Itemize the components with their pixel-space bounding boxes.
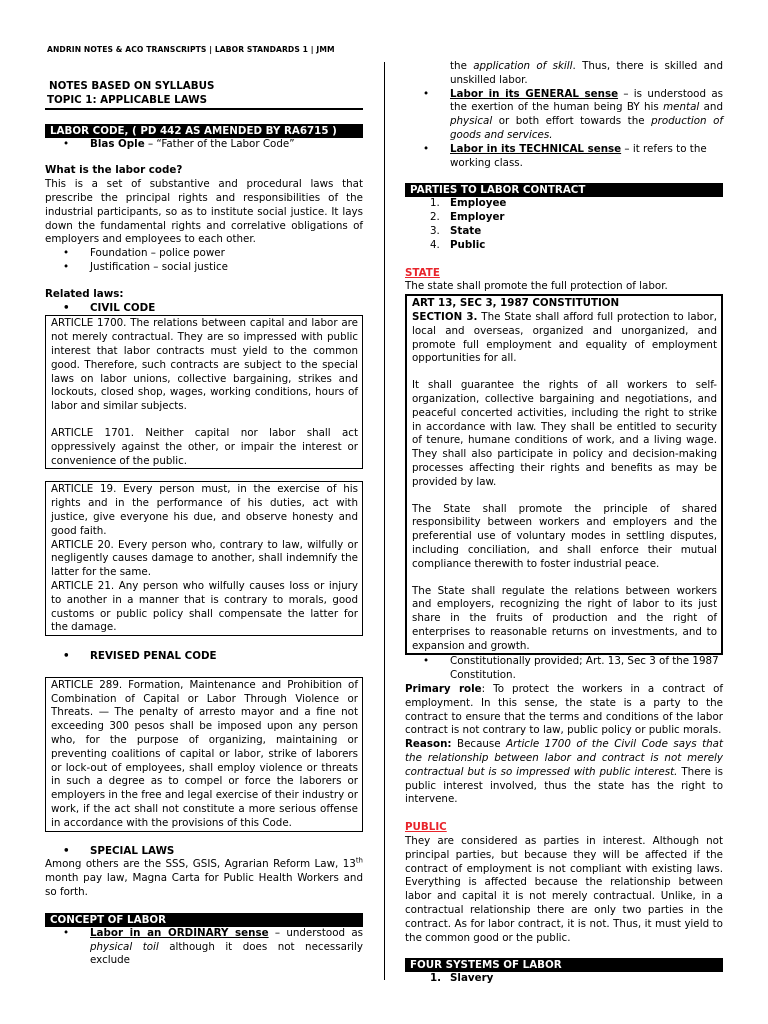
const-list <box>405 655 723 683</box>
column-divider <box>384 62 385 980</box>
concept-of-labor-heading: CONCEPT OF LABOR <box>45 913 363 927</box>
ordinary-label: Labor in an ORDINARY sense <box>90 926 269 939</box>
list-number: 1. <box>430 197 440 210</box>
public-paragraph: They are considered as parties in interest. Although not principal parties, but because they will be affected if the contract of employment is not compliant with existing laws. Everything is affected because the relationship between labor and capital it is not merely contractual. Unlike, in a contractual relationship there are only two parties in the contract. As for labor contract, it is not. Thus, it must yield to the common good or the public. <box>405 835 723 944</box>
list-item <box>405 225 723 239</box>
state-heading: STATE <box>405 266 440 279</box>
list-number: 4. <box>430 238 440 251</box>
article-1700: ARTICLE 1700. The relations between capital and labor are not merely contractual. They are so impressed with public interest that labor contracts must yield to the common good. Therefore, such contracts are subject to the special laws on labor unions, collective bargaining, strikes and lockouts, closed shop, wages, working conditions, hours of labor and similar subjects. <box>51 317 358 413</box>
sec3-p3: The State shall promote the principle of shared responsibility between workers and employers and the preferential use of voluntary modes in settling disputes, including conciliation, and shall enforce their mutual compliance therewith to foster industrial peace. <box>412 502 717 570</box>
general-it2: physical <box>450 115 493 128</box>
cont-italic: application of skill <box>473 60 573 72</box>
general-it1: mental <box>663 101 700 114</box>
technical-rest: – it refers to the working class. <box>450 142 707 169</box>
related-laws-heading: Related laws: <box>45 287 124 300</box>
system-name: Slavery <box>450 972 494 985</box>
primary-text: : To protect the workers in a contract of employment. In this sense, the state is a party to the contract to ensure that the terms and conditions of the labor contract is not contrary to law, public policy or public morals. <box>405 683 723 737</box>
reason-italic: Article 1700 of the Civil Code says that the relationship between labor and contract is not merely contractual but is so impressed with public interest. <box>405 738 723 778</box>
blas-desc: – “Father of the Labor Code” <box>144 137 295 150</box>
sec3-p4: The State shall regulate the relations between workers and employers, recognizing the right of labor to its just share in the fruits of production and the right of enterprises to reasonable returns on investments, and to expansion and growth. <box>412 584 717 652</box>
special-text-2: month pay law, Magna Carta for Public Health Workers and so forth. <box>45 872 363 899</box>
list-item <box>45 927 363 968</box>
list-item <box>45 138 363 152</box>
special-laws-heading: • SPECIAL LAWS <box>45 845 363 859</box>
party-name: State <box>450 224 482 237</box>
state-paragraph: The state shall promote the full protection of labor. <box>405 280 668 293</box>
list-number: 3. <box>430 224 440 237</box>
right-column <box>405 60 723 986</box>
parties-heading: PARTIES TO LABOR CONTRACT <box>405 183 723 197</box>
sec3-text: The State shall afford full protection to labor, local and overseas, organized and unorganized, and promote full employment and equality of employment opportunities for all. <box>412 310 717 365</box>
four-systems-heading: FOUR SYSTEMS OF LABOR <box>405 958 723 972</box>
reason-a: Because <box>451 738 507 751</box>
what-paragraph: This is a set of substantive and procedural laws that prescribe the principal rights and responsibilities of the industrial participants, so as to institute social justice. It lays down the fundamental rights and correlative obligations of employers and employees to each other. <box>45 178 363 246</box>
list-item <box>405 143 723 171</box>
civil-code-box-1 <box>45 315 363 469</box>
reason <box>405 738 723 807</box>
sec3-p1 <box>412 311 717 366</box>
civil-code-list <box>45 302 363 316</box>
sec3-label: SECTION 3. <box>412 310 478 323</box>
page-header: ANDRIN NOTES & ACO TRANSCRIPTS | LABOR STANDARDS 1 | JMM <box>47 45 335 54</box>
technical-label: Labor in its TECHNICAL sense <box>450 142 622 155</box>
list-number: 1. <box>430 972 442 985</box>
labor-code-heading: LABOR CODE, ( PD 442 AS AMENDED BY RA6715 ) <box>45 124 363 138</box>
labor-sense-list <box>405 88 723 171</box>
list-item <box>405 88 723 143</box>
party-name: Employer <box>450 211 505 224</box>
ordinary-end: although it does not necessarily exclude <box>90 940 363 967</box>
cont-b: . Thus, there is skilled and unskilled labor. <box>450 60 723 86</box>
rpc-box <box>45 677 363 832</box>
list-item <box>405 239 723 253</box>
special-laws-paragraph <box>45 858 363 899</box>
notes-title: NOTES BASED ON SYLLABUS <box>49 80 215 92</box>
constitution-box <box>405 294 723 655</box>
party-name: Public <box>450 238 486 251</box>
article-20: ARTICLE 20. Every person who, contrary to law, wilfully or negligently causes damage to another, shall indemnify the latter for the same. <box>51 538 358 579</box>
list-item <box>405 211 723 225</box>
list-item: • Foundation – police power <box>45 247 363 261</box>
cont-a: the <box>450 60 474 72</box>
party-name: Employee <box>450 197 507 210</box>
ordinary-mid: – understood as <box>268 926 363 939</box>
topic-title: TOPIC 1: APPLICABLE LAWS <box>45 94 363 110</box>
rpc-list <box>45 650 363 664</box>
list-item: • Justification – social justice <box>45 261 363 275</box>
what-question: What is the labor code? <box>45 164 183 177</box>
parties-list <box>405 197 723 252</box>
special-text-1: Among others are the SSS, GSIS, Agrarian Reform Law, 13 <box>45 858 356 871</box>
list-number: 2. <box>430 211 440 224</box>
sec3-p2: It shall guarantee the rights of all workers to self-organization, collective bargaining and negotiations, and peaceful concerted activities, including the right to strike in accordance with law. They shall be entitled to security of tenure, humane conditions of work, and a living wage. They shall also participate in policy and decision-making processes affecting their rights and benefits as may be provided by law. <box>412 379 717 488</box>
primary-role <box>405 683 723 738</box>
article-21: ARTICLE 21. Any person who wilfully causes loss or injury to another in a manner that is contrary to morals, good customs or public policy shall compensate the latter for the damage. <box>51 579 358 634</box>
four-systems-list <box>405 972 723 986</box>
general-label: Labor in its GENERAL sense <box>450 87 619 100</box>
general-and: and <box>699 101 723 114</box>
reason-b: There is public interest involved, thus the state has the right to intervene. <box>405 765 724 806</box>
article-1701: ARTICLE 1701. Neither capital nor labor shall act oppressively against the other, or impair the interest or convenience of the public. <box>51 426 358 467</box>
civil-code-heading: • CIVIL CODE <box>45 302 363 316</box>
reason-label: Reason: <box>405 738 452 751</box>
special-sup: th <box>355 857 363 866</box>
ordinary-italic: physical toil <box>90 940 159 953</box>
primary-label: Primary role <box>405 683 482 696</box>
left-column <box>45 60 363 968</box>
article-289: ARTICLE 289. Formation, Maintenance and Prohibition of Combination of Capital or Labor Through Violence or Threats. — The penalty of arresto mayor and a fine not exceeding 300 pesos shall be imposed upon any person who, for the purpose of organizing, maintaining or preventing coalitions of capital or labor, strike of laborers or lock-out of employees, shall employ violence or threats in such a degree as to compel or force the laborers or employers in the free and legal exercise of their industry or work, if the act shall not constitute a more serious offense in accordance with the provisions of this Code. <box>51 678 358 829</box>
skill-continuation <box>405 60 723 88</box>
concept-list <box>45 927 363 968</box>
labor-code-bullets <box>45 138 363 152</box>
art13-title: ART 13, SEC 3, 1987 CONSTITUTION <box>412 297 620 310</box>
foundation-list <box>45 247 363 275</box>
list-item: • Constitutionally provided; Art. 13, Sec 3 of the 1987 Constitution. <box>405 655 723 683</box>
list-item <box>405 197 723 211</box>
general-a: – is understood as the exertion of the human being BY his <box>450 87 723 114</box>
special-list <box>45 845 363 859</box>
blas-name: Blas Ople <box>90 137 145 150</box>
rpc-heading: • REVISED PENAL CODE <box>45 650 363 664</box>
public-heading: PUBLIC <box>405 821 447 834</box>
civil-code-box-2 <box>45 481 363 636</box>
list-item <box>405 972 723 986</box>
general-b: or both effort towards the <box>492 115 652 128</box>
article-19: ARTICLE 19. Every person must, in the exercise of his rights and in the performance of his duties, act with justice, give everyone his due, and observe honesty and good faith. <box>51 483 358 537</box>
general-it3: production of goods and services. <box>450 115 724 141</box>
